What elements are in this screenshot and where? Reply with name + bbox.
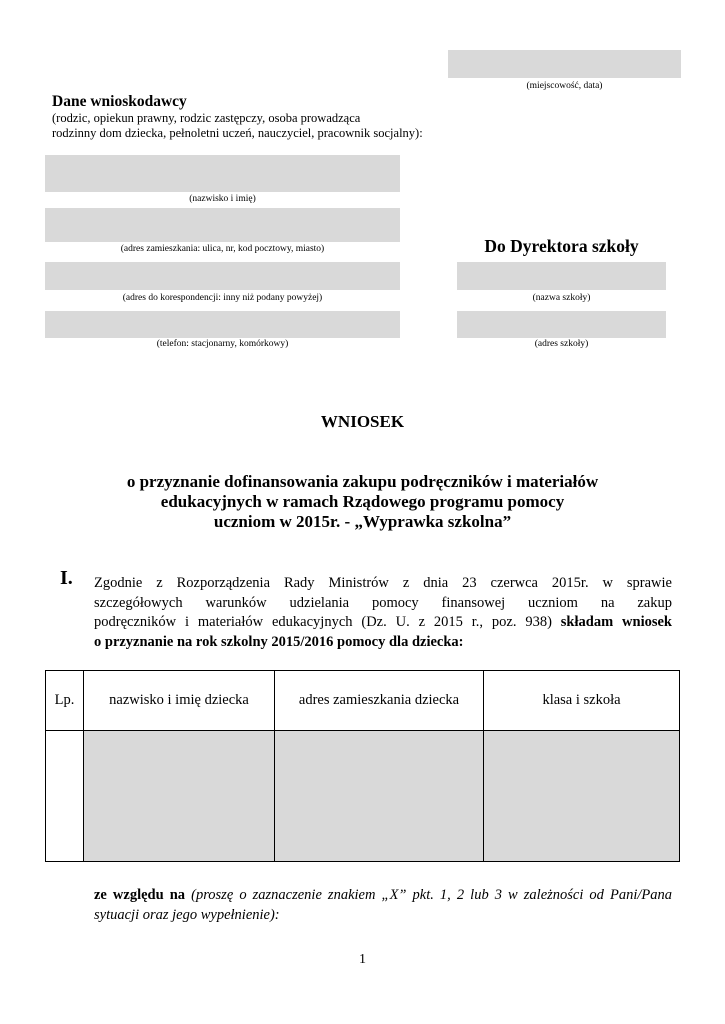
- school-title: Do Dyrektora szkoły: [484, 236, 639, 256]
- reason-text: [94, 886, 672, 925]
- section-line3-plain: podręczników i materiałów edukacyjnych (Dz. U. z 2015 r., poz. 938): [94, 614, 552, 630]
- col-header-lp: Lp.: [46, 671, 84, 731]
- section-line3: [94, 613, 672, 633]
- page-number: 1: [359, 952, 366, 967]
- subheading-line2: edukacyjnych w ramach Rządowego programu pomocy: [160, 492, 565, 511]
- col-header-class-school: klasa i szkoła: [484, 671, 680, 731]
- name-field[interactable]: [45, 155, 400, 192]
- col-header-child-name: nazwisko i imię dziecka: [84, 671, 275, 731]
- children-table: [45, 670, 680, 862]
- reason-line2: [94, 906, 672, 926]
- section-line3-bold: składam wniosek: [560, 614, 672, 630]
- cell-lp[interactable]: [46, 731, 84, 862]
- section-text: [94, 574, 672, 652]
- reason-bold: ze względu na: [94, 887, 186, 903]
- applicant-note-line1: (rodzic, opiekun prawny, rodzic zastępczy, osoba prowadząca: [52, 111, 361, 125]
- document-heading: WNIOSEK: [320, 412, 405, 431]
- reason-italic-line1: (proszę o zaznaczenie znakiem „X” pkt. 1, 2 lub 3 w zależności od Pani/Pana: [191, 887, 673, 903]
- document-subheading: [0, 472, 725, 532]
- reason-line1: [94, 886, 672, 906]
- section-line1: Zgodnie z Rozporządzenia Rady Ministrów z dnia 23 czerwca 2015r. w sprawie: [94, 575, 672, 591]
- cell-child-name[interactable]: [84, 731, 275, 862]
- applicant-note: [52, 111, 492, 141]
- correspondence-caption: (adres do korespondencji: inny niż podany powyżej): [122, 293, 323, 303]
- correspondence-field[interactable]: [45, 262, 400, 290]
- cell-child-address[interactable]: [275, 731, 484, 862]
- applicant-title: Dane wnioskodawcy: [52, 93, 187, 110]
- section-number: I.: [60, 567, 73, 589]
- address-field[interactable]: [45, 208, 400, 242]
- school-name-field[interactable]: [457, 262, 666, 290]
- phone-field[interactable]: [45, 311, 400, 338]
- reason-italic-line2: sytuacji oraz jego wypełnienie):: [94, 906, 280, 923]
- phone-caption: (telefon: stacjonarny, komórkowy): [156, 339, 289, 349]
- name-caption: (nazwisko i imię): [189, 194, 256, 204]
- table-header-row: [46, 671, 680, 731]
- school-address-caption: (adres szkoły): [534, 339, 589, 349]
- date-field[interactable]: [448, 50, 681, 78]
- section-line4: o przyznanie na rok szkolny 2015/2016 pomocy dla dziecka:: [94, 633, 464, 650]
- subheading-line3: uczniom w 2015r. - „Wyprawka szkolna”: [213, 512, 512, 531]
- school-name-caption: (nazwa szkoły): [532, 293, 591, 303]
- col-header-child-address: adres zamieszkania dziecka: [275, 671, 484, 731]
- cell-class-school[interactable]: [484, 731, 680, 862]
- section-line2: szczegółowych warunków udzielania pomocy finansowej uczniom na zakup: [94, 594, 672, 611]
- subheading-line1: o przyznanie dofinansowania zakupu podręczników i materiałów: [126, 472, 599, 491]
- address-caption: (adres zamieszkania: ulica, nr, kod pocztowy, miasto): [120, 244, 325, 254]
- date-caption: (miejscowość, data): [526, 81, 603, 91]
- applicant-note-line2: rodzinny dom dziecka, pełnoletni uczeń, nauczyciel, pracownik socjalny):: [52, 126, 423, 140]
- table-row: [46, 731, 680, 862]
- school-address-field[interactable]: [457, 311, 666, 338]
